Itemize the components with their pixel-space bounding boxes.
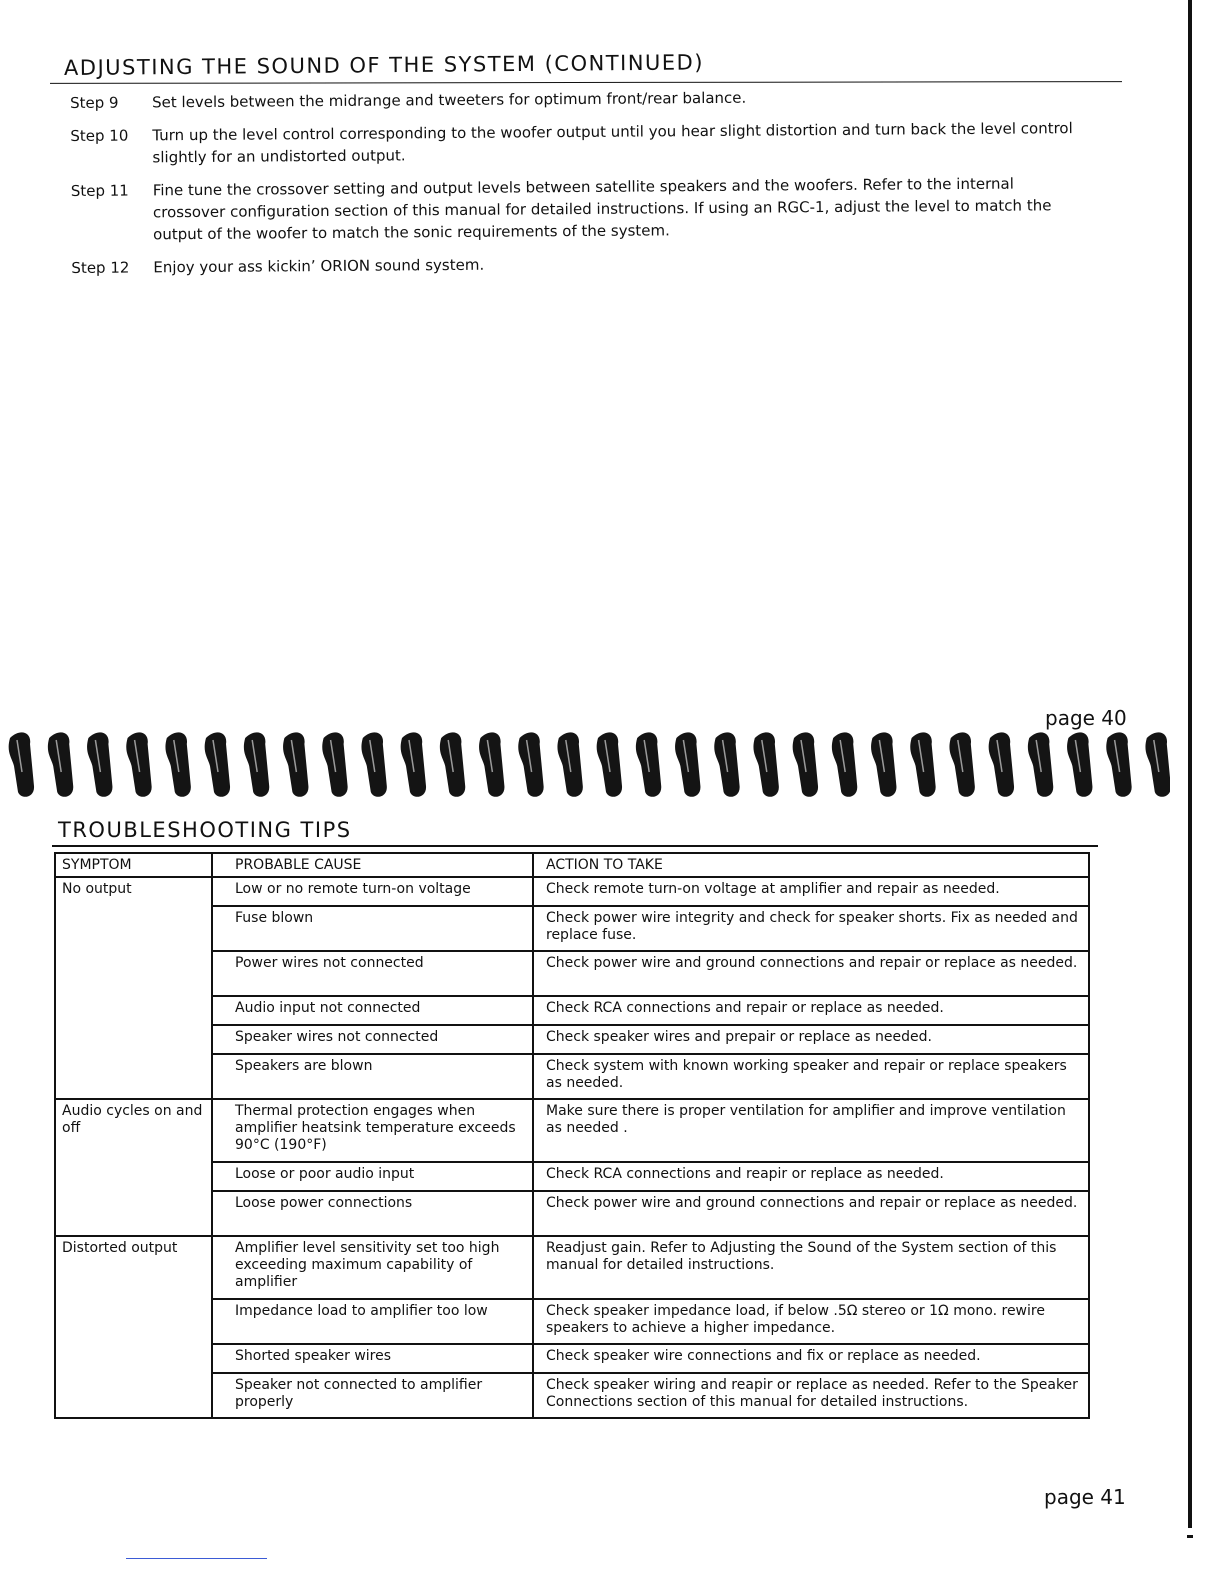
binding-ring bbox=[401, 732, 426, 796]
binding-ring bbox=[557, 732, 582, 796]
action-cell: Check speaker impedance load, if below .5Ω stereo or 1Ω mono. rewire speakers to achieve a higher impedance. bbox=[533, 1299, 1089, 1344]
section-title-adjusting-sound: ADJUSTING THE SOUND OF THE SYSTEM (CONTINUED) bbox=[63, 50, 705, 80]
cause-cell: Loose power connections bbox=[212, 1191, 533, 1236]
right-edge-rule bbox=[1188, 0, 1192, 1528]
cause-cell: Thermal protection engages when amplifier heatsink temperature exceeds 90°C (190°F) bbox=[212, 1099, 533, 1162]
action-cell: Check speaker wires and prepair or replace as needed. bbox=[533, 1025, 1089, 1054]
table-header-row bbox=[55, 853, 1089, 877]
binding-ring bbox=[1067, 732, 1092, 796]
cause-cell: Speaker not connected to amplifier properly bbox=[212, 1373, 533, 1418]
action-cell: Check system with known working speaker and repair or replace speakers as needed. bbox=[533, 1054, 1089, 1099]
step-item bbox=[71, 172, 1091, 246]
steps-list bbox=[70, 84, 1092, 290]
cause-cell: Amplifier level sensitivity set too high exceeding maximum capability of amplifier bbox=[212, 1236, 533, 1299]
cause-cell: Speakers are blown bbox=[212, 1054, 533, 1099]
binding-ring bbox=[126, 732, 151, 796]
binding-ring bbox=[597, 732, 622, 796]
binding-ring bbox=[1145, 732, 1170, 796]
action-cell: Check speaker wire connections and fix or replace as needed. bbox=[533, 1344, 1089, 1373]
binding-ring bbox=[283, 732, 308, 796]
binding-ring bbox=[440, 732, 465, 796]
footer-line bbox=[126, 1558, 267, 1559]
cause-cell: Speaker wires not connected bbox=[212, 1025, 533, 1054]
cause-cell: Shorted speaker wires bbox=[212, 1344, 533, 1373]
title-underline bbox=[50, 81, 1122, 84]
step-item bbox=[70, 117, 1090, 169]
cause-cell: Impedance load to amplifier too low bbox=[212, 1299, 533, 1344]
header-symptom: SYMPTOM bbox=[55, 853, 212, 877]
action-cell: Check remote turn-on voltage at amplifier and repair as needed. bbox=[533, 877, 1089, 906]
symptom-cell: Distorted output bbox=[55, 1236, 212, 1418]
binding-ring bbox=[871, 732, 896, 796]
binding-ring bbox=[205, 732, 230, 796]
step-number: Step 9 bbox=[70, 93, 119, 112]
action-cell: Make sure there is proper ventilation for amplifier and improve ventilation as needed . bbox=[533, 1099, 1089, 1162]
right-edge-tick bbox=[1187, 1535, 1193, 1538]
action-cell: Check power wire integrity and check for speaker shorts. Fix as needed and replace fuse. bbox=[533, 906, 1089, 951]
title-underline bbox=[52, 845, 1098, 847]
binding-ring bbox=[322, 732, 347, 796]
binding-ring bbox=[910, 732, 935, 796]
step-number: Step 12 bbox=[71, 258, 130, 277]
binding-ring bbox=[949, 732, 974, 796]
symptom-cell: No output bbox=[55, 877, 212, 1099]
step-item bbox=[70, 84, 1090, 114]
table-row bbox=[55, 1099, 1089, 1162]
page-number-41: page 41 bbox=[1044, 1485, 1126, 1509]
action-cell: Readjust gain. Refer to Adjusting the Sound of the System section of this manual for detailed instructions. bbox=[533, 1236, 1089, 1299]
cause-cell: Low or no remote turn-on voltage bbox=[212, 877, 533, 906]
binding-ring bbox=[479, 732, 504, 796]
action-cell: Check power wire and ground connections and repair or replace as needed. bbox=[533, 951, 1089, 996]
cause-cell: Loose or poor audio input bbox=[212, 1162, 533, 1191]
page-number-40: page 40 bbox=[1045, 706, 1127, 730]
cause-cell: Fuse blown bbox=[212, 906, 533, 951]
binding-ring bbox=[87, 732, 112, 796]
action-cell: Check RCA connections and repair or replace as needed. bbox=[533, 996, 1089, 1025]
cause-cell: Audio input not connected bbox=[212, 996, 533, 1025]
step-text: Fine tune the crossover setting and output levels between satellite speakers and the woofers. Refer to the internal crossover configuration section of this manual for detailed instructions. If using an RGC-1, adjust the level to match the output of the woofer to match the sonic requirements of the system. bbox=[152, 174, 1052, 244]
step-text: Enjoy your ass kickin’ ORION sound system. bbox=[153, 255, 485, 277]
header-probable-cause: PROBABLE CAUSE bbox=[212, 853, 533, 877]
binding-ring bbox=[9, 732, 34, 796]
binding-ring bbox=[165, 732, 190, 796]
step-item bbox=[71, 249, 1091, 279]
troubleshooting-table-wrap bbox=[54, 852, 1088, 1419]
action-cell: Check speaker wiring and reapir or replace as needed. Refer to the Speaker Connections section of this manual for detailed instructions. bbox=[533, 1373, 1089, 1418]
table-row bbox=[55, 877, 1089, 906]
troubleshooting-table bbox=[54, 852, 1090, 1419]
binding-ring bbox=[244, 732, 269, 796]
spiral-binding-image bbox=[0, 728, 1170, 800]
cause-cell: Power wires not connected bbox=[212, 951, 533, 996]
step-number: Step 10 bbox=[70, 126, 129, 145]
binding-ring bbox=[48, 732, 73, 796]
action-cell: Check power wire and ground connections and repair or replace as needed. bbox=[533, 1191, 1089, 1236]
symptom-cell: Audio cycles on and off bbox=[55, 1099, 212, 1236]
step-number: Step 11 bbox=[70, 181, 129, 200]
action-cell: Check RCA connections and reapir or replace as needed. bbox=[533, 1162, 1089, 1191]
binding-ring bbox=[361, 732, 386, 796]
header-action: ACTION TO TAKE bbox=[533, 853, 1089, 877]
binding-ring bbox=[1028, 732, 1053, 796]
table-row bbox=[55, 1236, 1089, 1299]
section-title-troubleshooting: TROUBLESHOOTING TIPS bbox=[58, 818, 352, 842]
binding-ring bbox=[675, 732, 700, 796]
binding-ring bbox=[989, 732, 1014, 796]
binding-ring bbox=[714, 732, 739, 796]
binding-ring bbox=[636, 732, 661, 796]
spiral-binding bbox=[0, 728, 1170, 800]
binding-ring bbox=[1106, 732, 1131, 796]
binding-ring bbox=[753, 732, 778, 796]
binding-ring bbox=[518, 732, 543, 796]
step-text: Turn up the level control corresponding to the woofer output until you hear slight distortion and turn back the level control slightly for an undistorted output. bbox=[152, 119, 1073, 167]
step-text: Set levels between the midrange and tweeters for optimum front/rear balance. bbox=[152, 88, 747, 112]
binding-ring bbox=[793, 732, 818, 796]
binding-ring bbox=[832, 732, 857, 796]
